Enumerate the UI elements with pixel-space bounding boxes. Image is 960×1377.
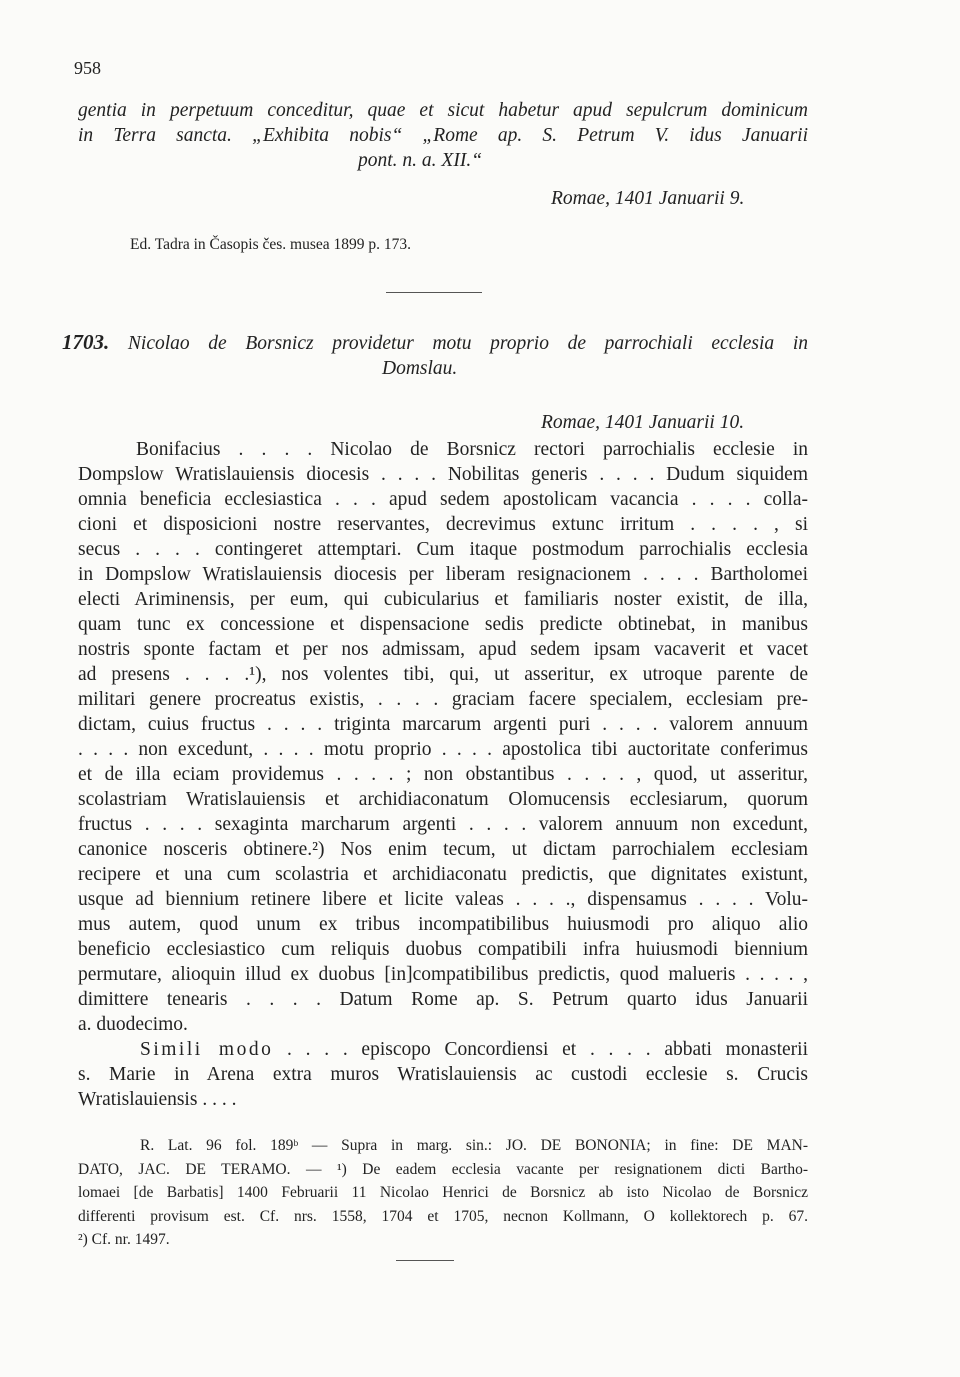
body-line: dictam, cuius fructus . . . . triginta marcarum argenti puri . . . . valorem annuum xyxy=(78,714,808,735)
body-line: ad presens . . . .¹), nos volentes tibi, qui, ut asseritur, ex utroque parente de xyxy=(78,664,808,685)
prev-line: in Terra sancta. „Exhibita nobis“ „Rome ap. S. Petrum V. idus Januarii xyxy=(78,125,808,146)
prev-centered-line: pont. n. a. XII.“ xyxy=(358,150,483,171)
edition-note: Ed. Tadra in Časopis čes. musea 1899 p. 173. xyxy=(130,236,412,253)
body-line: dimittere tenearis . . . . Datum Rome ap. S. Petrum quarto idus Januarii xyxy=(78,989,808,1010)
body-line: scolastriam Wratislauiensis et archidiaconatum Olomucensis ecclesiarum, quorum xyxy=(78,789,808,810)
separator-rule xyxy=(386,292,482,293)
entry-title: Nicolao de Borsnicz providetur motu proprio de parrochiali ecclesia in xyxy=(127,333,808,354)
body-line: cioni et disposicioni nostre reservantes, decrevimus extunc irritum . . . . , si xyxy=(78,514,808,535)
simili-last-line: Wratislauiensis . . . . xyxy=(78,1089,237,1110)
body-line: Bonifacius . . . . Nicolao de Borsnicz rectori parrochialis ecclesie in xyxy=(136,439,808,460)
body-line: in Dompslow Wratislauiensis diocesis per liberam resignacionem . . . . Bartholomei xyxy=(78,564,808,585)
simili-lead: Simili modo xyxy=(140,1039,274,1060)
entry-number: 1703. xyxy=(62,330,110,354)
body-line: canonice nosceris obtinere.²) Nos enim tecum, ut dictam parrochialem ecclesiam xyxy=(78,839,808,860)
body-line: usque ad biennium retinere libere et licite valeas . . . ., dispensamus . . . . Volu- xyxy=(78,889,808,910)
note-line: differenti provisum est. Cf. nrs. 1558, 1704 et 1705, necnon Kollmann, O kollektorech p. 67. xyxy=(78,1207,808,1225)
body-line: nostris sponte factam et per nos admissam, apud sedem ipsam vacaverit et vacet xyxy=(78,639,808,660)
prev-line: gentia in perpetuum conceditur, quae et sicut habetur apud sepulcrum dominicum xyxy=(78,100,808,121)
body-last-line: a. duodecimo. xyxy=(78,1014,188,1035)
body-line: quam tunc ex concessione et dispensacione sedis predicte obtinebat, in manibus xyxy=(78,614,808,635)
entry-date: Romae, 1401 Januarii 10. xyxy=(541,412,745,433)
body-line: Dompslow Wratislauiensis diocesis . . . . Nobilitas generis . . . . Dudum siquidem xyxy=(78,464,808,485)
simili-line xyxy=(78,1037,808,1062)
entry-heading xyxy=(62,330,808,381)
body-line: secus . . . . contingeret attemptari. Cum itaque postmodum parrochialis ecclesia xyxy=(78,539,808,560)
body-line: electi Ariminensis, per eum, qui cubicularius et familiaris noster existit, de illa, xyxy=(78,589,808,610)
body-line: fructus . . . . sexaginta marcharum argenti . . . . valorem annuum non excedunt, xyxy=(78,814,808,835)
entry-title-line xyxy=(62,330,808,356)
bottom-rule xyxy=(396,1260,454,1261)
entry-title-line2: Domslau. xyxy=(382,358,458,379)
body-line: . . . . non excedunt, . . . . motu proprio . . . . apostolica tibi auctoritate conferimus xyxy=(78,739,808,760)
prev-entry-date: Romae, 1401 Januarii 9. xyxy=(551,188,745,209)
body-line: militari genere procreatus existis, . . . . graciam facere specialem, ecclesiam pre- xyxy=(78,689,808,710)
body-line: et de illa eciam providemus . . . . ; non obstantibus . . . . , quod, ut asseritur, xyxy=(78,764,808,785)
note-line: lomaei [de Barbatis] 1400 Februarii 11 Nicolao Henrici de Borsnicz ab isto Nicolao de Borsnicz xyxy=(78,1184,808,1201)
simili-line2: s. Marie in Arena extra muros Wratislauiensis ac custodi ecclesie s. Crucis xyxy=(78,1064,808,1085)
note-last-line: ²) Cf. nr. 1497. xyxy=(78,1231,170,1248)
note-line: R. Lat. 96 fol. 189ᵇ — Supra in marg. sin.: JO. DE BONONIA; in fine: DE MAN- xyxy=(140,1137,808,1154)
entry-body xyxy=(78,437,808,1112)
body-line: mus autem, quod unum ex tribus incompatibilibus huiusmodi pro aliquo alio xyxy=(78,914,808,935)
page-number: 958 xyxy=(74,58,101,78)
body-line: omnia beneficia ecclesiastica . . . apud sedem apostolicam vacancia . . . . colla- xyxy=(78,489,808,510)
prev-entry-text xyxy=(78,98,808,173)
footnotes xyxy=(78,1134,808,1252)
body-line: recipere et una cum scolastria et archidiaconatu predictis, que dignitates existunt, xyxy=(78,864,808,885)
body-line: permutare, alioquin illud ex duobus [in]compatibilibus predictis, quod malueris . . . . , xyxy=(78,964,808,985)
body-line: beneficio ecclesiastico cum reliquis duobus compatibili infra huiusmodi biennium xyxy=(78,939,808,960)
note-line: DATO, JAC. DE TERAMO. — ¹) De eadem ecclesia vacante per resignationem dicti Bartho- xyxy=(78,1160,808,1178)
simili-rest: . . . . episcopo Concordiensi et . . . . abbati monasterii xyxy=(273,1039,808,1060)
